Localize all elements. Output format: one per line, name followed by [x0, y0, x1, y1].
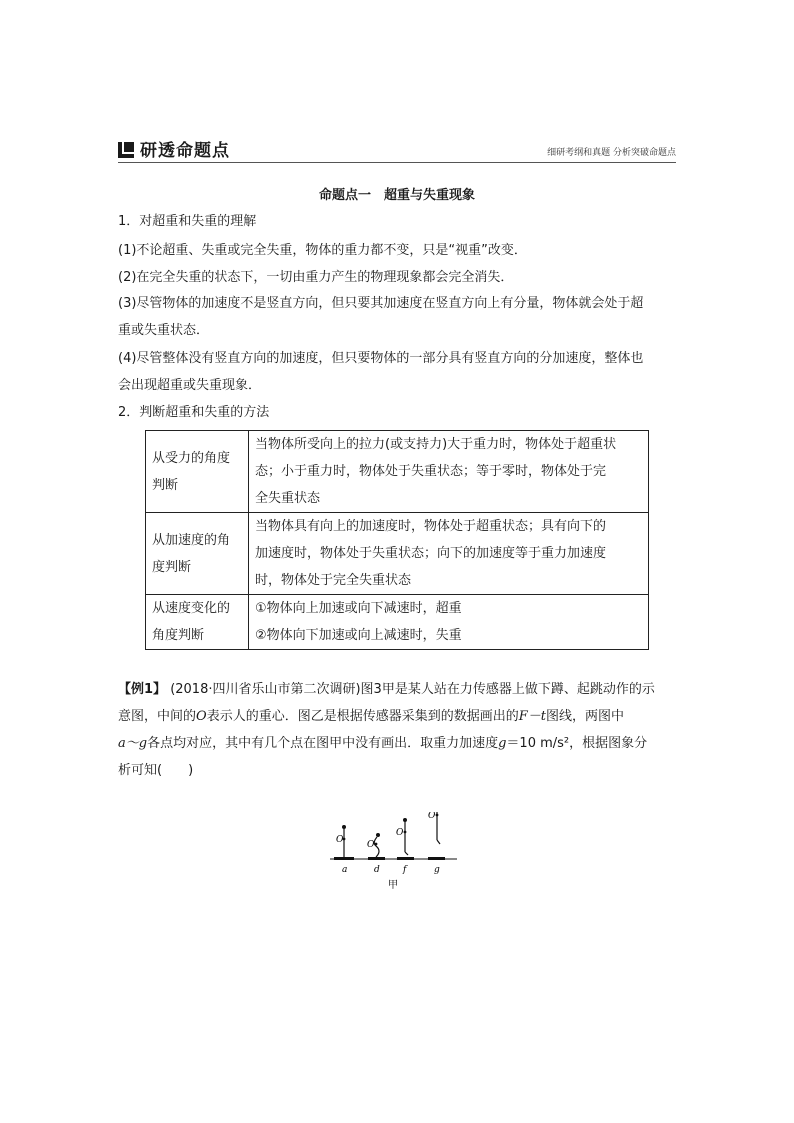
cell-line: 从加速度的角: [152, 532, 231, 548]
center-label: O: [367, 840, 375, 850]
paragraph-2: (2)在完全失重的状态下，一切由重力产生的物理现象都会完全消失．: [118, 270, 514, 285]
example-text: 析可知( ): [118, 763, 194, 778]
cell-line: 加速度时，物体处于失重状态；向下的加速度等于重力加速度: [255, 546, 607, 561]
section-title: 命题点一 超重与失重现象: [318, 188, 475, 203]
example-text: 各点均对应，其中有几个点在图甲中没有画出．取重力加速度: [147, 736, 499, 751]
point-label-f: f: [403, 865, 407, 875]
example-line-4: [118, 757, 678, 784]
example-text: 意图，中间的: [118, 709, 197, 724]
point-label-a: a: [342, 865, 348, 875]
cell-line: 时，物体处于完全失重状态: [255, 573, 412, 588]
cell-line: 角度判断: [152, 628, 205, 643]
table-row: [146, 431, 649, 513]
cell-line: ①物体向上加速或向下减速时，超重: [255, 601, 462, 616]
person-figure-f: [397, 818, 414, 860]
table-cell-angle: [146, 513, 249, 595]
cell-line: 全失重状态: [255, 491, 321, 506]
example-text: 图线，两图中: [545, 709, 624, 724]
center-label: O: [336, 835, 344, 845]
table-row: [146, 513, 649, 595]
center-label: O: [396, 828, 404, 838]
example-symbol: g: [498, 736, 507, 751]
cell-line: 当物体具有向上的加速度时，物体处于超重状态；具有向下的: [255, 519, 607, 534]
example-line-1: [118, 676, 678, 703]
example-line-2: [118, 703, 678, 730]
example-text: 表示人的重心．图乙是根据传感器采集到的数据画出的: [206, 709, 519, 724]
header-title: 研透命题点: [140, 141, 230, 161]
figure-caption: 甲: [388, 880, 398, 891]
section-mark-icon: [118, 142, 134, 158]
table-cell-description: [249, 431, 649, 513]
center-label: O: [428, 812, 436, 821]
header-subtitle: 细研考纲和真题 分析突破命题点: [547, 148, 676, 158]
part1-heading: 1．对超重和失重的理解: [118, 214, 257, 229]
paragraph-4-line-2: 会出现超重或失重现象．: [118, 378, 262, 393]
example-tag: 【例1】: [118, 682, 167, 697]
point-label-g: g: [434, 865, 440, 875]
table-cell-angle: [146, 431, 249, 513]
point-label-d: d: [374, 865, 380, 875]
cell-line: ②物体向下加速或向上减速时，失重: [255, 628, 462, 643]
paragraph-3-line-2: 重或失重状态．: [118, 323, 210, 338]
example-symbol: a～g: [118, 736, 148, 751]
example-symbol: F－t: [518, 709, 546, 724]
example-text: (2018·四川省乐山市第二次调研)图3甲是某人站在力传感器上做下蹲、起跳动作的示: [170, 682, 655, 697]
table-cell-description: [249, 595, 649, 650]
cell-line: 从受力的角度: [152, 450, 231, 466]
example-text: ＝10 m/s²，根据图象分: [506, 736, 648, 751]
table-cell-angle: [146, 595, 249, 650]
example-1: [118, 676, 678, 784]
part2-heading: 2．判断超重和失重的方法: [118, 405, 270, 420]
section-header: [118, 139, 676, 163]
methods-table: [145, 430, 649, 650]
example-line-3: [118, 730, 678, 757]
figure-jia: [325, 812, 465, 892]
cell-line: 度判断: [152, 559, 192, 575]
example-symbol: O: [196, 709, 207, 724]
paragraph-4-line-1: (4)尽管整体没有竖直方向的加速度，但只要物体的一部分具有竖直方向的分加速度，整体也: [118, 351, 644, 366]
cell-line: 判断: [152, 477, 179, 493]
cell-line: 从速度变化的: [152, 601, 231, 616]
cell-line: 当物体所受向上的拉力(或支持力)大于重力时，物体处于超重状: [255, 437, 617, 452]
table-cell-description: [249, 513, 649, 595]
table-row: [146, 595, 649, 650]
paragraph-3-line-1: (3)尽管物体的加速度不是竖直方向，但只要其加速度在竖直方向上有分量，物体就会处于超: [118, 296, 644, 311]
cell-line: 态；小于重力时，物体处于失重状态；等于零时，物体处于完: [255, 464, 607, 479]
paragraph-1: (1)不论超重、失重或完全失重，物体的重力都不变，只是“视重”改变．: [118, 243, 527, 258]
header-rule: [118, 162, 676, 163]
